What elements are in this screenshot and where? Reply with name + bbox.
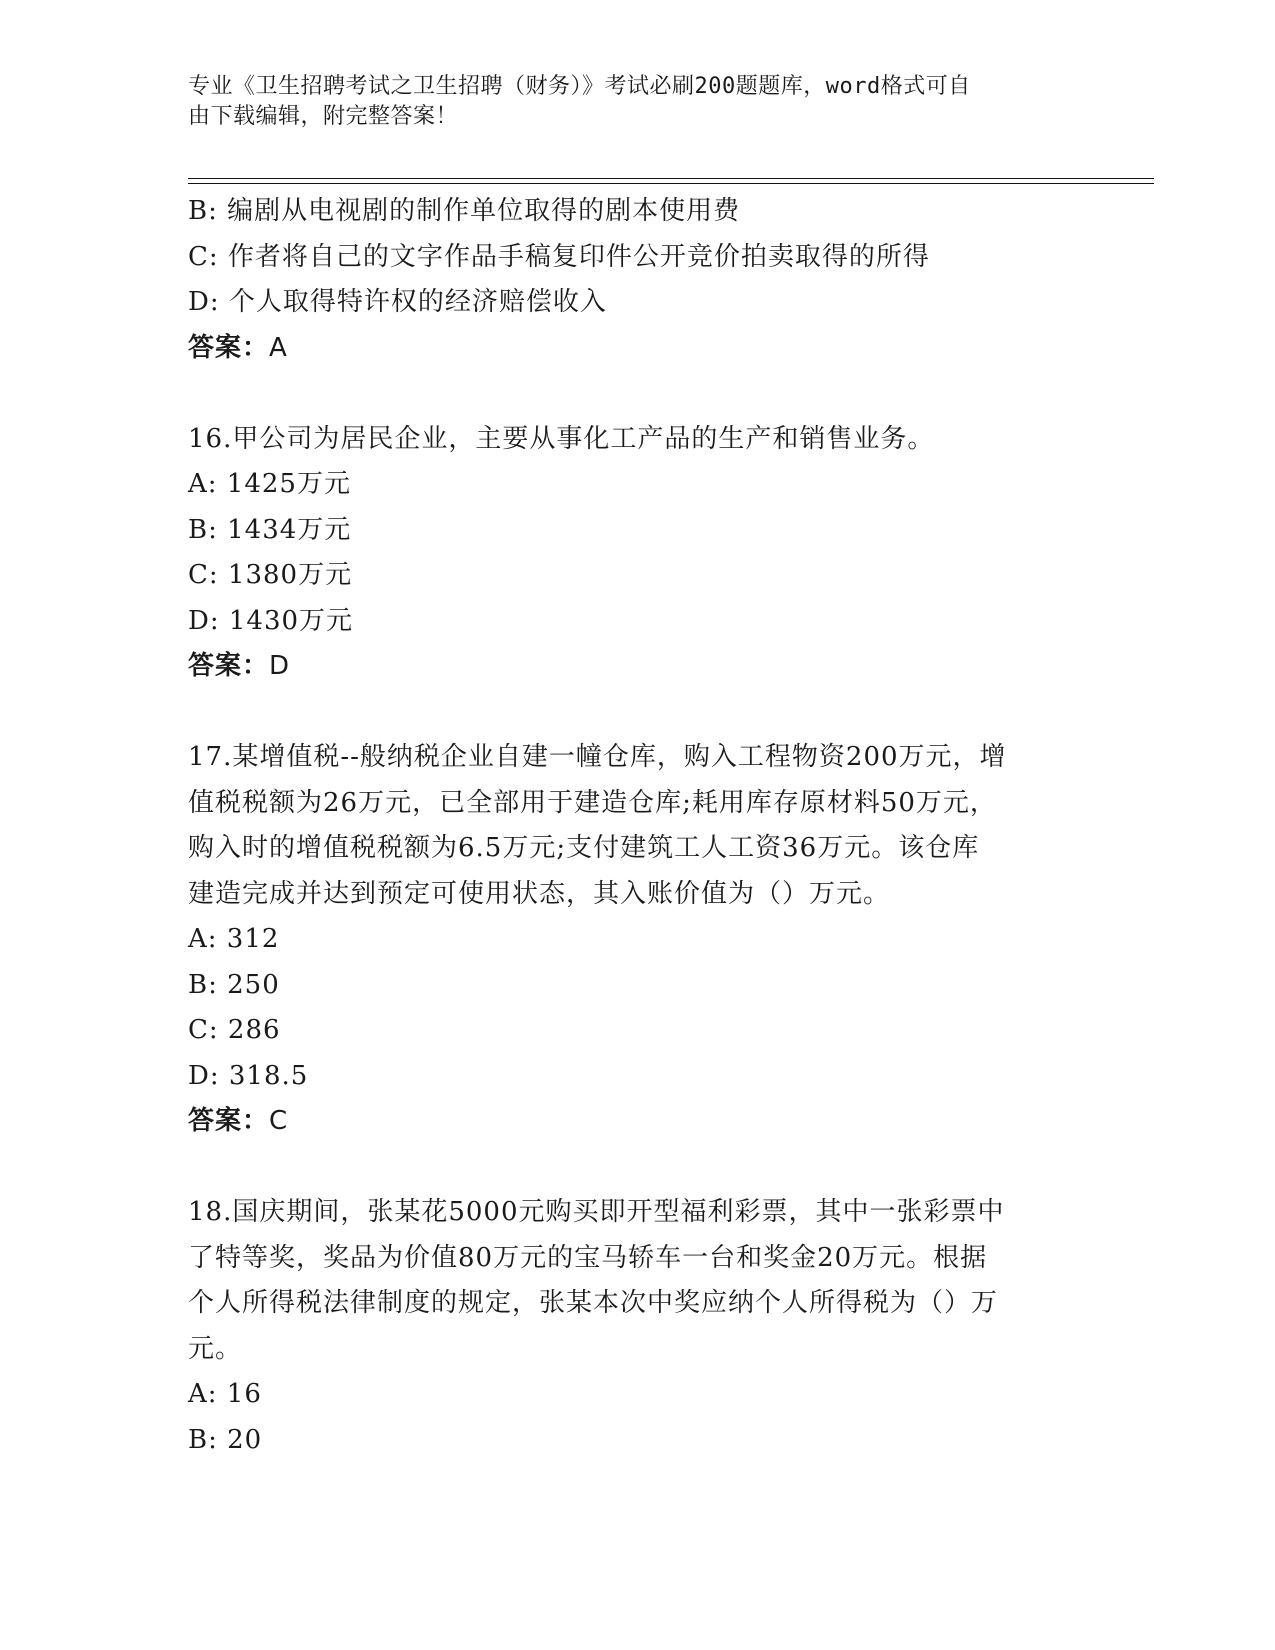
- question-stem-line: 18.国庆期间，张某花5000元购买即开型福利彩票，其中一张彩票中: [188, 1197, 1005, 1227]
- answer-line: [188, 644, 1068, 690]
- option-b: B: 1434万元: [188, 514, 352, 545]
- question-15-tail: [188, 189, 1068, 371]
- spacer: [188, 1145, 1068, 1191]
- question-18: [188, 1190, 1068, 1463]
- question-content: [188, 189, 1068, 1463]
- question-stem-line: 值税税额为26万元，已全部用于建造仓库;耗用库存原材料50万元，: [188, 787, 997, 818]
- header-line-2: 由下载编辑，附完整答案！: [188, 104, 459, 129]
- option-a: A: 312: [188, 924, 280, 954]
- answer-value: A: [269, 332, 288, 363]
- answer-line: [188, 1099, 1068, 1145]
- question-stem-line: 建造完成并达到预定可使用状态，其入账价值为（）万元。: [188, 878, 891, 909]
- question-16: [188, 417, 1068, 690]
- question-stem-line: 17.某增值税--般纳税企业自建一幢仓库，购入工程物资200万元，增: [188, 742, 1007, 772]
- question-stem-line: 了特等奖，奖品为价值80万元的宝马轿车一台和奖金20万元。根据: [188, 1242, 988, 1273]
- answer-line: [188, 326, 1068, 372]
- document-header: [188, 72, 1068, 132]
- header-divider-top: [188, 178, 1154, 179]
- question-stem-line: 个人所得税法律制度的规定，张某本次中奖应纳个人所得税为（）万: [188, 1288, 999, 1318]
- header-divider-bottom: [188, 183, 1154, 184]
- option-c: C: 286: [188, 1015, 281, 1045]
- answer-label: 答案：: [188, 332, 270, 363]
- spacer: [188, 371, 1068, 417]
- answer-value: D: [269, 651, 291, 681]
- option-d: D: 318.5: [188, 1060, 309, 1091]
- option-d: D: 1430万元: [188, 605, 354, 636]
- option-a: A: 1425万元: [188, 469, 351, 499]
- answer-value: C: [269, 1106, 289, 1136]
- option-c: C: 1380万元: [188, 560, 353, 590]
- option-d: D: 个人取得特许权的经济赔偿收入: [188, 287, 607, 317]
- question-stem-line: 元。: [188, 1333, 243, 1364]
- header-line-1: 专业《卫生招聘考试之卫生招聘（财务）》考试必刷200题题库，word格式可自: [188, 74, 971, 99]
- question-stem: 16.甲公司为居民企业，主要从事化工产品的生产和销售业务。: [188, 423, 935, 454]
- spacer: [188, 690, 1068, 736]
- option-a: A: 16: [188, 1379, 262, 1409]
- answer-label: 答案：: [188, 651, 270, 681]
- option-b: B: 250: [188, 969, 280, 1000]
- option-c: C: 作者将自己的文字作品手稿复印件公开竞价拍卖取得的所得: [188, 241, 930, 272]
- answer-label: 答案：: [188, 1106, 270, 1136]
- question-stem-line: 购入时的增值税税额为6.5万元;支付建筑工人工资36万元。该仓库: [188, 833, 980, 863]
- option-b: B: 编剧从电视剧的制作单位取得的剧本使用费: [188, 196, 741, 226]
- option-b: B: 20: [188, 1424, 263, 1455]
- question-17: [188, 735, 1068, 1145]
